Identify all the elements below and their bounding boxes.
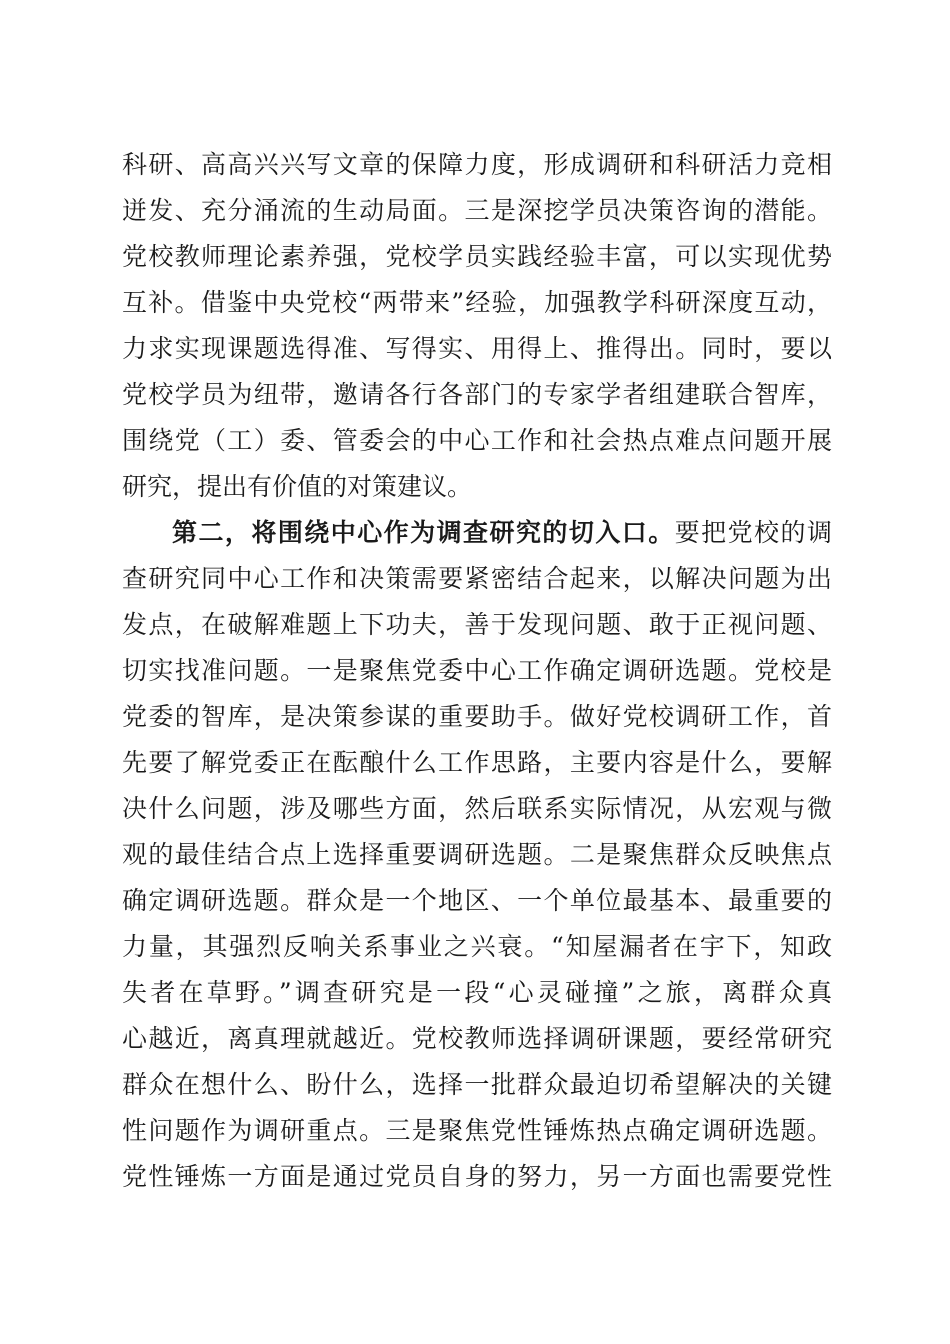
text-line: 群众在想什么、盼什么，选择一批群众最迫切希望解决的关键 bbox=[122, 1070, 832, 1099]
text-line: 确定调研选题。群众是一个地区、一个单位最基本、最重要的 bbox=[122, 886, 832, 915]
text-line: 科研、高高兴兴写文章的保障力度，形成调研和科研活力竞相 bbox=[122, 150, 832, 179]
paragraph-first-line-text: 要把党校的调 bbox=[674, 518, 832, 547]
text-line: 查研究同中心工作和决策需要紧密结合起来，以解决问题为出 bbox=[122, 564, 832, 593]
text-line: 性问题作为调研重点。三是聚焦党性锤炼热点确定调研选题。 bbox=[122, 1116, 832, 1145]
text-line: 发点，在破解难题上下功夫，善于发现问题、敢于正视问题、 bbox=[122, 610, 832, 639]
text-line: 决什么问题，涉及哪些方面，然后联系实际情况，从宏观与微 bbox=[122, 794, 832, 823]
text-line: 力量，其强烈反响关系事业之兴衰。“知屋漏者在宇下，知政 bbox=[122, 932, 832, 961]
text-line: 围绕党（工）委、管委会的中心工作和社会热点难点问题开展 bbox=[122, 426, 832, 455]
text-line: 失者在草野。”调查研究是一段“心灵碰撞”之旅，离群众真 bbox=[122, 978, 832, 1007]
paragraph-2 bbox=[122, 510, 832, 1200]
text-line: 党委的智库，是决策参谋的重要助手。做好党校调研工作，首 bbox=[122, 702, 832, 731]
text-line: 党校学员为纽带，邀请各行各部门的专家学者组建联合智库， bbox=[122, 380, 832, 409]
text-line: 迸发、充分涌流的生动局面。三是深挖学员决策咨询的潜能。 bbox=[122, 196, 832, 225]
text-line: 先要了解党委正在酝酿什么工作思路，主要内容是什么，要解 bbox=[122, 748, 832, 777]
paragraph-heading: 第二，将围绕中心作为调查研究的切入口。 bbox=[172, 518, 675, 547]
text-line: 心越近，离真理就越近。党校教师选择调研课题，要经常研究 bbox=[122, 1024, 832, 1053]
text-line: 党性锤炼一方面是通过党员自身的努力，另一方面也需要党性 bbox=[122, 1162, 832, 1191]
text-line: 互补。借鉴中央党校“两带来”经验，加强教学科研深度互动， bbox=[122, 288, 832, 317]
text-line: 切实找准问题。一是聚焦党委中心工作确定调研选题。党校是 bbox=[122, 656, 832, 685]
text-line: 力求实现课题选得准、写得实、用得上、推得出。同时，要以 bbox=[122, 334, 832, 363]
text-line: 观的最佳结合点上选择重要调研选题。二是聚焦群众反映焦点 bbox=[122, 840, 832, 869]
text-line: 研究，提出有价值的对策建议。 bbox=[122, 472, 473, 501]
paragraph-1 bbox=[122, 142, 832, 510]
text-line: 党校教师理论素养强，党校学员实践经验丰富，可以实现优势 bbox=[122, 242, 832, 271]
document-body bbox=[122, 142, 832, 1200]
paragraph-first-line bbox=[122, 510, 832, 556]
